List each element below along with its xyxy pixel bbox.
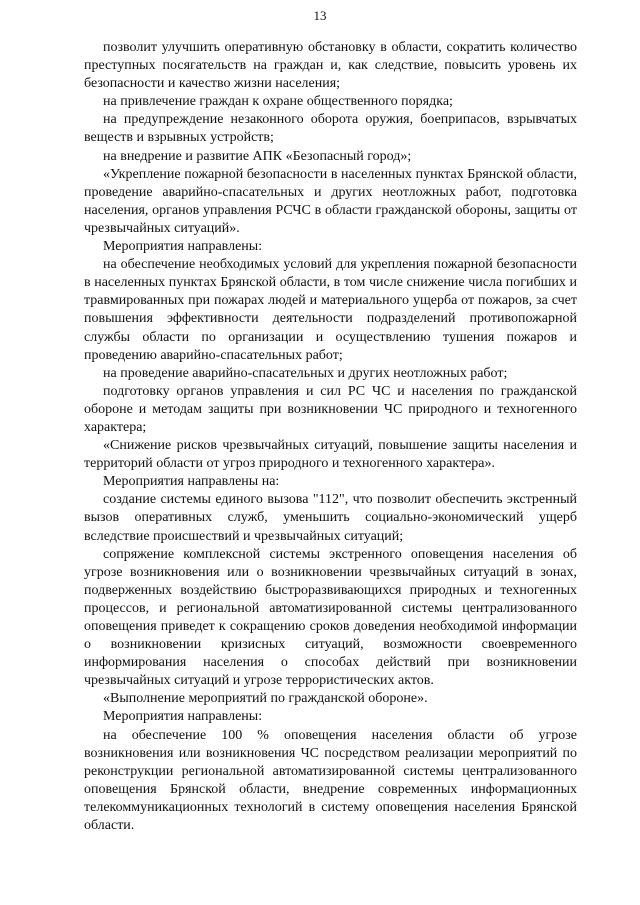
paragraph: на привлечение граждан к охране общественного порядка; <box>103 94 453 110</box>
document-body <box>84 39 577 835</box>
section-title: «Укрепление пожарной безопасности в населенных пунктах Брянской области, проведение аварийно-спасательных и других неотложных работ, подготовка населения, органов управления РСЧС в области гражданской обороны, защиты от чрезвычайных ситуаций». <box>84 166 577 236</box>
paragraph: на внедрение и развитие АПК «Безопасный город»; <box>103 148 412 164</box>
section-title: «Снижение рисков чрезвычайных ситуаций, повышение защиты населения и территорий области от угроз природного и техногенного характера». <box>84 438 577 472</box>
paragraph: Мероприятия направлены: <box>103 709 263 725</box>
paragraph: на проведение аварийно-спасательных и других неотложных работ; <box>103 365 508 381</box>
paragraph: на обеспечение необходимых условий для укрепления пожарной безопасности в населенных пунктах Брянской области, в том числе снижение числа погибших и травмированных при пожарах людей и материального ущерба от пожаров, за счет повышения эффективности деятельности подразделений противопожарной службы области по организации и осуществлению тушения пожаров и проведению аварийно-спасательных работ; <box>84 257 577 363</box>
paragraph: подготовку органов управления и сил РС ЧС и населения по гражданской обороне и методам защиты при возникновении ЧС природного и техногенного характера; <box>84 383 577 435</box>
paragraph: Мероприятия направлены на: <box>103 474 280 490</box>
paragraph: на предупреждение незаконного оборота оружия, боеприпасов, взрывчатых веществ и взрывных устройств; <box>84 112 577 146</box>
paragraph: создание системы единого вызова "112", что позволит обеспечить экстренный вызов оперативных служб, уменьшить социально-экономический ущерб вследствие происшествий и чрезвычайных ситуаций; <box>84 492 577 544</box>
paragraph: сопряжение комплексной системы экстренного оповещения населения об угрозе возникновения или о возникновении чрезвычайных ситуаций в зонах, подверженных воздействию быстроразвивающихся природных и техногенных процессов, и региональной автоматизированной системы централизованного оповещения приведет к сокращению сроков доведения необходимой информации о возникновении кризисных ситуаций, возможности своевременного информирования населения о способах действий при возникновении чрезвычайных ситуаций и угрозе террористических актов. <box>84 546 577 689</box>
paragraph: позволит улучшить оперативную обстановку в области, сократить количество преступных посягательств на граждан и, как следствие, повысить уровень их безопасности и качество жизни населения; <box>84 40 577 92</box>
paragraph: Мероприятия направлены: <box>103 239 263 255</box>
paragraph: на обеспечение 100 % оповещения населения области об угрозе возникновения или возникновения ЧС посредством реализации мероприятий по реконструкции региональной автоматизированной системы централизованного оповещения Брянской области, внедрение современных информационных телекоммуникационных технологий в систему оповещения населения Брянской области. <box>84 727 577 834</box>
section-title: «Выполнение мероприятий по гражданской обороне». <box>103 691 428 707</box>
page-number: 13 <box>313 8 327 23</box>
